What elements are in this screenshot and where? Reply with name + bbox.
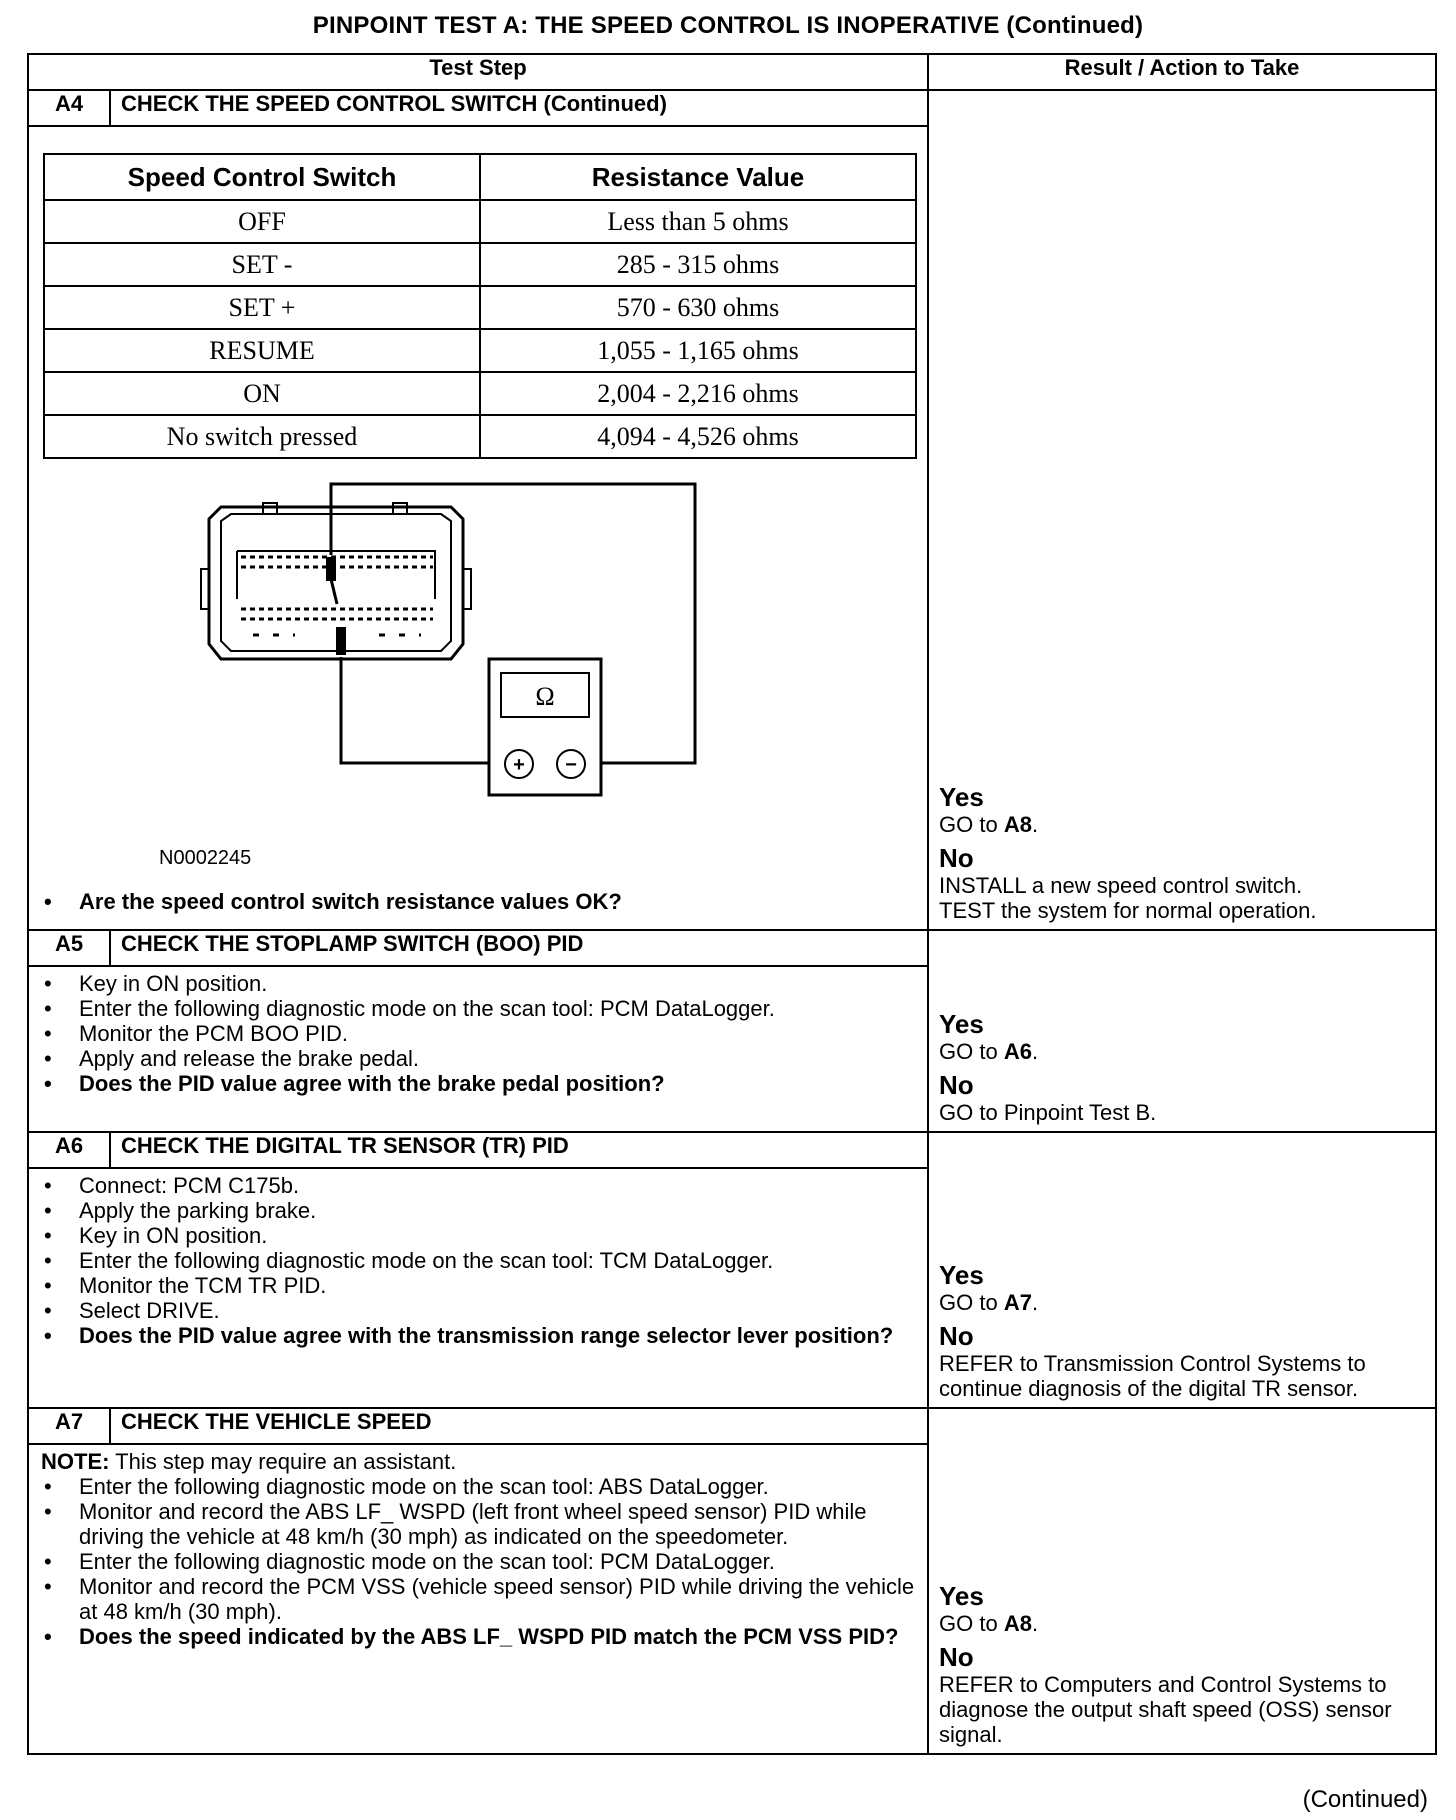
- ohmmeter-diagram: [41, 459, 913, 929]
- no-label: No: [939, 1070, 974, 1100]
- resistance-row: [44, 372, 916, 415]
- switch-position: RESUME: [44, 329, 480, 372]
- question-item: • Does the speed indicated by the ABS LF_ WSPD PID match the PCM VSS PID?: [41, 1624, 917, 1649]
- resistance-value: 2,004 - 2,216 ohms: [480, 372, 916, 415]
- yes-suffix: .: [1031, 1290, 1039, 1315]
- resistance-value: 570 - 630 ohms: [480, 286, 916, 329]
- list-item: • Apply and release the brake pedal.: [41, 1046, 917, 1071]
- no-block: [939, 1321, 1427, 1401]
- a4-question-block: [41, 889, 901, 914]
- resistance-row: [44, 415, 916, 458]
- resistance-header-switch: Speed Control Switch: [44, 154, 480, 200]
- no-action: GO to Pinpoint Test B.: [939, 1100, 1157, 1125]
- step-a4-result: [928, 90, 1436, 930]
- test-step-header: Test Step: [28, 54, 928, 90]
- no-action-line: TEST the system for normal operation.: [939, 898, 1317, 923]
- connector-ohmmeter-svg: [41, 459, 913, 869]
- minus-terminal-symbol: −: [565, 754, 577, 776]
- switch-position: No switch pressed: [44, 415, 480, 458]
- no-action: REFER to Computers and Control Systems to diagnose the output shaft speed (OSS) sensor signal.: [939, 1672, 1392, 1747]
- note-label: NOTE:: [41, 1449, 110, 1474]
- yes-label: Yes: [939, 1260, 984, 1290]
- yes-target: A8: [1003, 1611, 1032, 1636]
- yes-target: A6: [1003, 1039, 1032, 1064]
- no-label: No: [939, 1321, 974, 1351]
- step-id: A4: [28, 90, 110, 126]
- step-a4-content: [28, 126, 928, 930]
- figure-id: N0002245: [159, 847, 252, 869]
- yes-action-prefix: GO to: [939, 1611, 1004, 1636]
- step-id: A5: [28, 930, 110, 966]
- resistance-row: [44, 200, 916, 243]
- yes-action-prefix: GO to: [939, 1039, 1004, 1064]
- step-title: CHECK THE VEHICLE SPEED: [110, 1408, 928, 1444]
- no-action-line: INSTALL a new speed control switch.: [939, 873, 1303, 898]
- step-a5-header-row: [28, 930, 1436, 966]
- probe-tips-icon: [326, 557, 346, 655]
- note-line: [41, 1449, 917, 1474]
- list-item: • Key in ON position.: [41, 1223, 917, 1248]
- yes-block: [939, 1009, 1427, 1064]
- plus-terminal-symbol: +: [513, 754, 525, 776]
- step-a7-result: [928, 1408, 1436, 1754]
- pinpoint-test-table: [27, 53, 1437, 1755]
- list-item: • Key in ON position.: [41, 971, 917, 996]
- no-label: No: [939, 1642, 974, 1672]
- list-item: • Connect: PCM C175b.: [41, 1173, 917, 1198]
- resistance-value: 4,094 - 4,526 ohms: [480, 415, 916, 458]
- resistance-row: [44, 329, 916, 372]
- yes-action-prefix: GO to: [939, 1290, 1004, 1315]
- step-a6-bullets: [41, 1173, 917, 1348]
- step-a6-result: [928, 1132, 1436, 1408]
- step-a7-bullets: [41, 1474, 917, 1649]
- step-a4-header-row: [28, 90, 1436, 126]
- step-a5-result: [928, 930, 1436, 1132]
- step-title: CHECK THE STOPLAMP SWITCH (BOO) PID: [110, 930, 928, 966]
- step-a5-bullets: [41, 971, 917, 1096]
- step-a7-content: [28, 1444, 928, 1754]
- step-id: A7: [28, 1408, 110, 1444]
- list-item: • Monitor the PCM BOO PID.: [41, 1021, 917, 1046]
- list-item: • Monitor and record the PCM VSS (vehicle speed sensor) PID while driving the vehicle at 48 km/h (30 mph).: [41, 1574, 917, 1624]
- yes-block: [939, 1260, 1427, 1315]
- yes-target: A8: [1003, 812, 1032, 837]
- yes-block: [939, 1581, 1427, 1636]
- yes-block: [939, 782, 1427, 837]
- list-item: • Enter the following diagnostic mode on the scan tool: ABS DataLogger.: [41, 1474, 917, 1499]
- step-a6-content: [28, 1168, 928, 1408]
- result-action-header: Result / Action to Take: [928, 54, 1436, 90]
- resistance-value: 285 - 315 ohms: [480, 243, 916, 286]
- table-header-row: [28, 54, 1436, 90]
- no-action: REFER to Transmission Control Systems to continue diagnosis of the digital TR sensor.: [939, 1351, 1366, 1401]
- switch-position: ON: [44, 372, 480, 415]
- resistance-row: [44, 286, 916, 329]
- ohm-symbol: Ω: [535, 682, 555, 711]
- yes-action: [939, 1290, 1427, 1315]
- resistance-header-value: Resistance Value: [480, 154, 916, 200]
- continued-footer: (Continued): [1302, 1786, 1428, 1813]
- list-item: • Monitor the TCM TR PID.: [41, 1273, 917, 1298]
- resistance-header-row: [44, 154, 916, 200]
- no-label: No: [939, 843, 974, 873]
- yes-suffix: .: [1031, 1039, 1039, 1064]
- step-a6-header-row: [28, 1132, 1436, 1168]
- connector-pins-icon: [241, 557, 433, 635]
- question-item: • Does the PID value agree with the transmission range selector lever position?: [41, 1323, 917, 1348]
- yes-action: [939, 812, 1427, 837]
- question-item: • Are the speed control switch resistance values OK?: [41, 889, 901, 914]
- yes-label: Yes: [939, 1009, 984, 1039]
- yes-action-prefix: GO to: [939, 812, 1004, 837]
- yes-suffix: .: [1031, 812, 1039, 837]
- resistance-value: Less than 5 ohms: [480, 200, 916, 243]
- resistance-row: [44, 243, 916, 286]
- note-text: This step may require an assistant.: [109, 1449, 457, 1474]
- no-block: [939, 1642, 1427, 1747]
- list-item: • Enter the following diagnostic mode on the scan tool: TCM DataLogger.: [41, 1248, 917, 1273]
- ohmmeter-icon: [489, 659, 601, 795]
- resistance-table: [43, 153, 917, 459]
- yes-action: [939, 1611, 1427, 1636]
- yes-action: [939, 1039, 1427, 1064]
- list-item: • Apply the parking brake.: [41, 1198, 917, 1223]
- no-block: [939, 843, 1427, 923]
- page-title: PINPOINT TEST A: THE SPEED CONTROL IS INOPERATIVE (Continued): [312, 12, 1144, 39]
- yes-label: Yes: [939, 1581, 984, 1611]
- switch-position: OFF: [44, 200, 480, 243]
- list-item: • Enter the following diagnostic mode on the scan tool: PCM DataLogger.: [41, 996, 917, 1021]
- step-a7-header-row: [28, 1408, 1436, 1444]
- step-title: CHECK THE DIGITAL TR SENSOR (TR) PID: [110, 1132, 928, 1168]
- resistance-value: 1,055 - 1,165 ohms: [480, 329, 916, 372]
- list-item: • Select DRIVE.: [41, 1298, 917, 1323]
- list-item: • Enter the following diagnostic mode on the scan tool: PCM DataLogger.: [41, 1549, 917, 1574]
- switch-position: SET +: [44, 286, 480, 329]
- step-a5-content: [28, 966, 928, 1132]
- switch-position: SET -: [44, 243, 480, 286]
- question-item: • Does the PID value agree with the brake pedal position?: [41, 1071, 917, 1096]
- no-block: [939, 1070, 1427, 1125]
- step-title: CHECK THE SPEED CONTROL SWITCH (Continued): [110, 90, 928, 126]
- yes-suffix: .: [1031, 1611, 1039, 1636]
- yes-label: Yes: [939, 782, 984, 812]
- list-item: • Monitor and record the ABS LF_ WSPD (left front wheel speed sensor) PID while driving the vehicle at 48 km/h (30 mph) as indicated on the speedometer.: [41, 1499, 917, 1549]
- step-id: A6: [28, 1132, 110, 1168]
- yes-target: A7: [1003, 1290, 1032, 1315]
